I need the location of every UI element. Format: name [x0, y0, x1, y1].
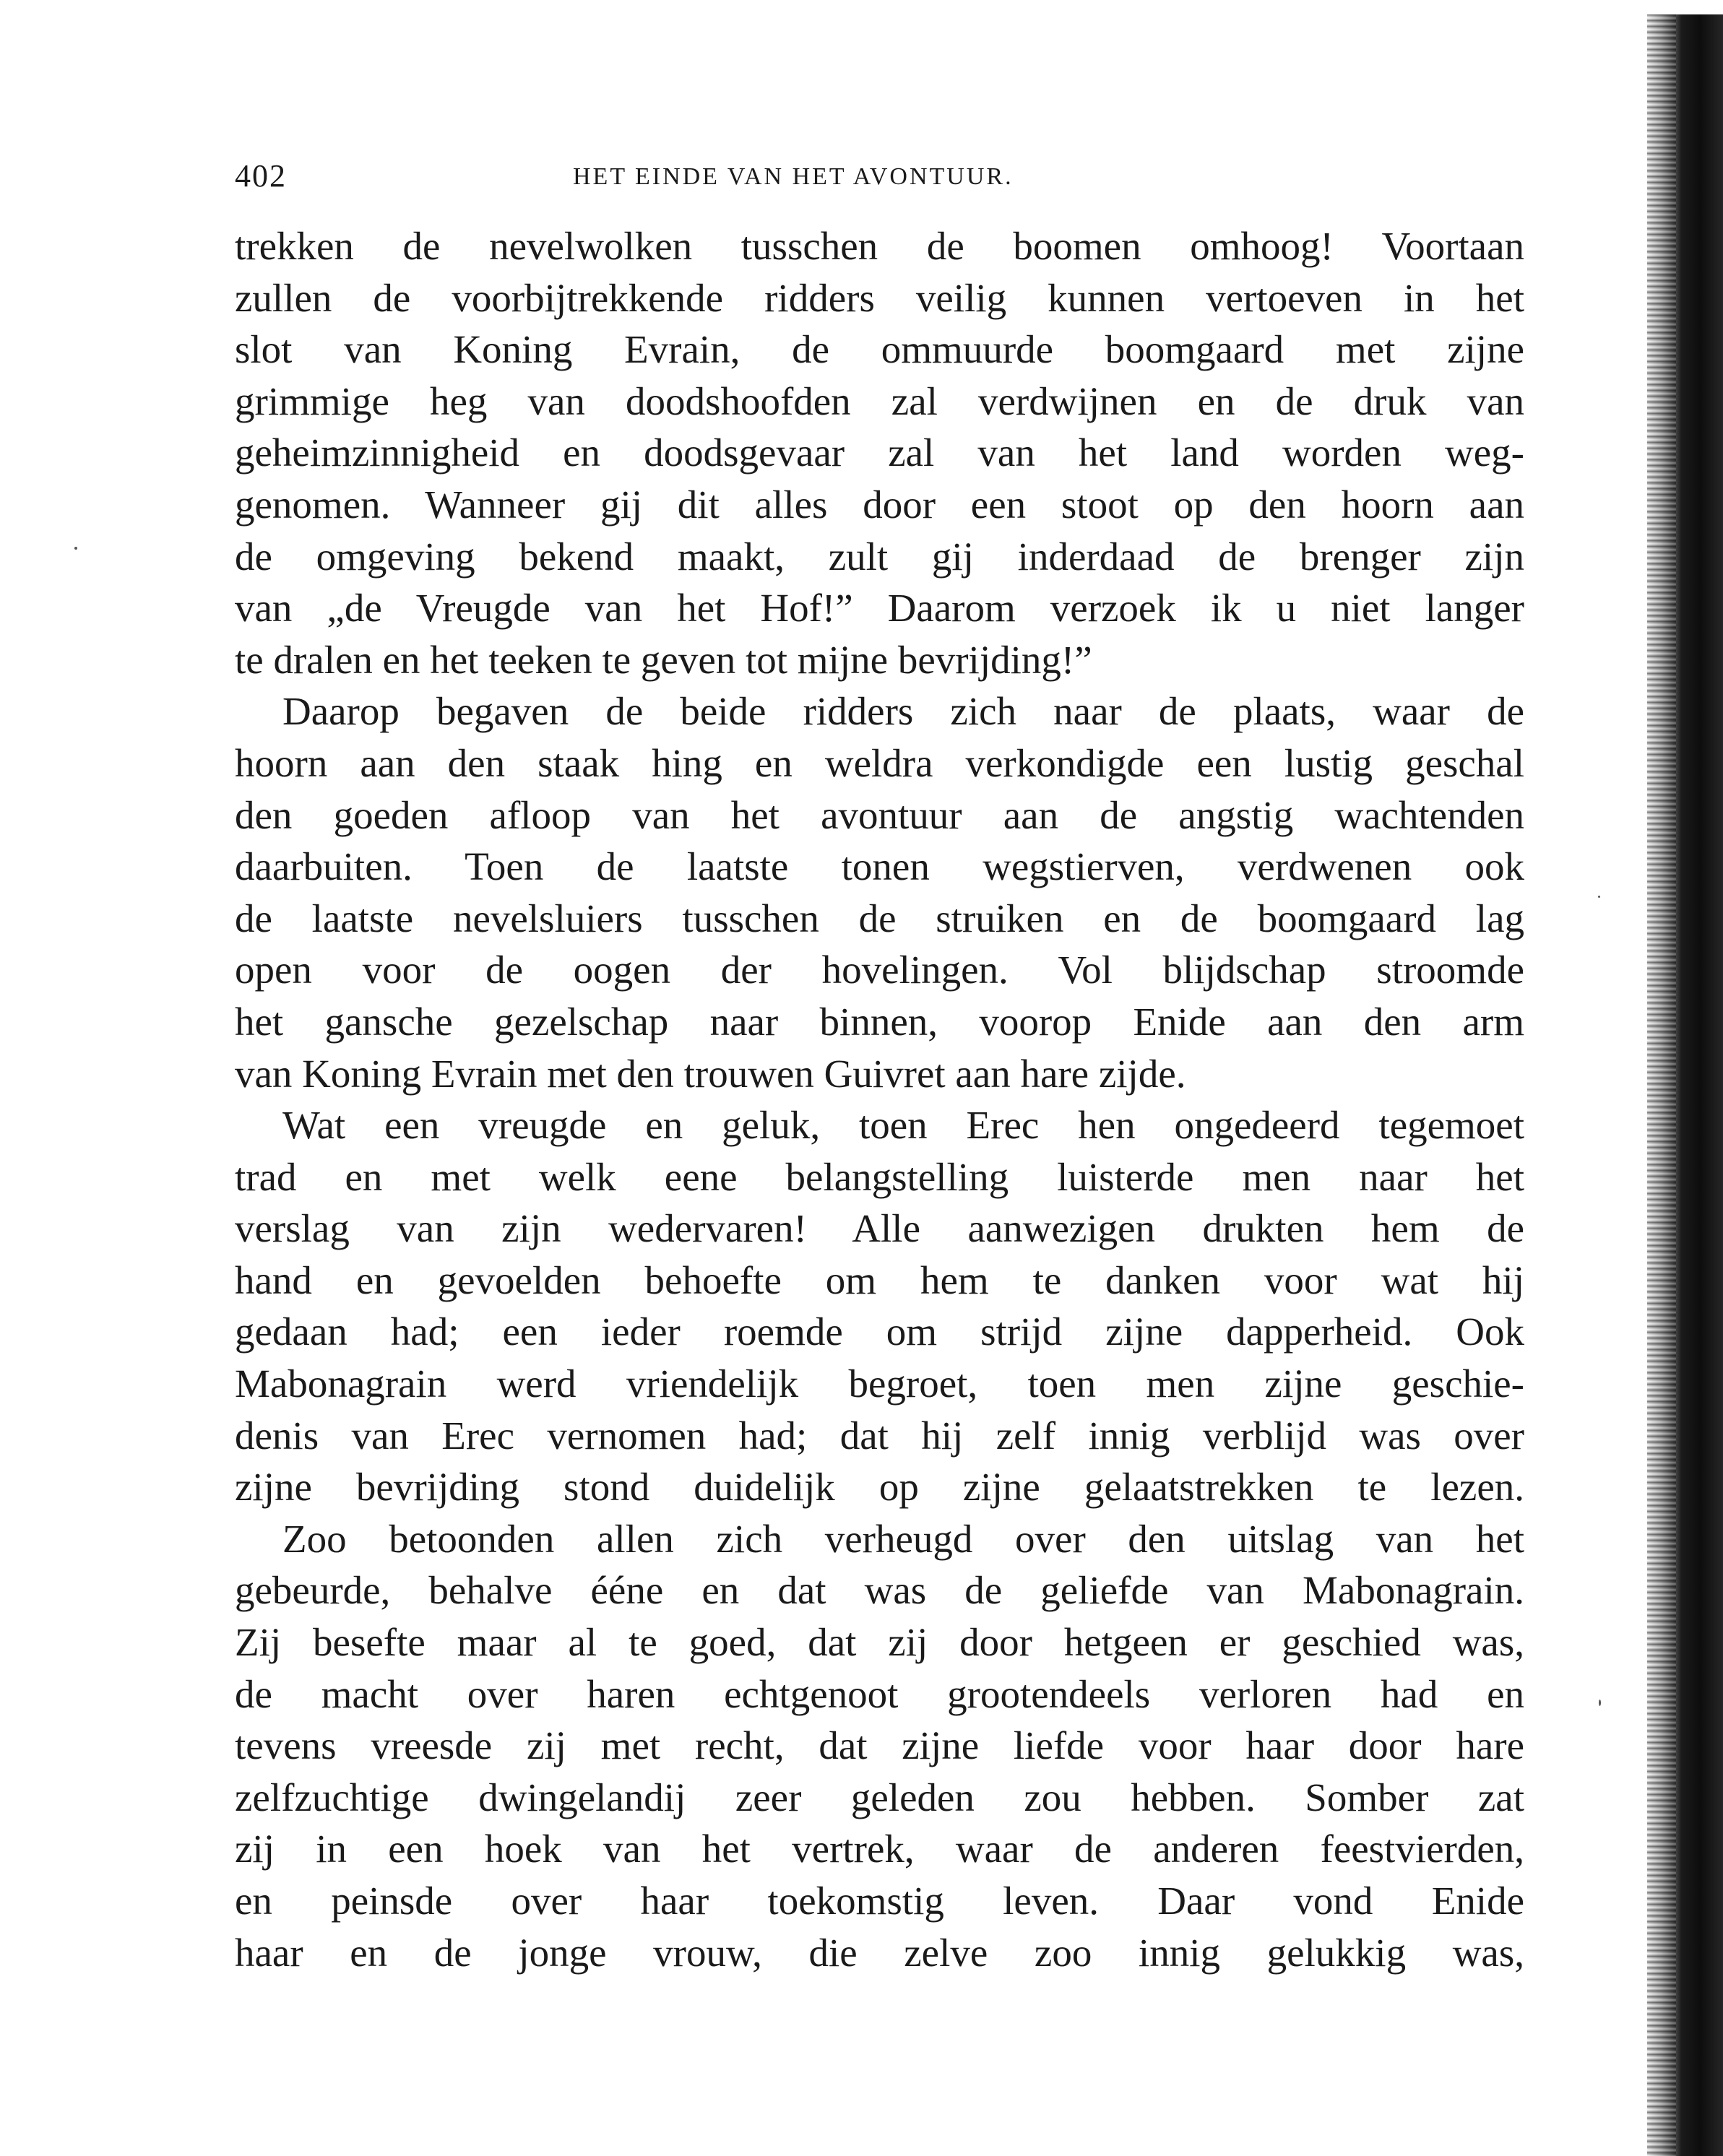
- text-line: trekken de nevelwolken tusschen de boomen omhoog! Voortaan: [235, 224, 1524, 268]
- text-line: de omgeving bekend maakt, zult gij inderdaad de brenger zijn: [235, 534, 1524, 579]
- text-line: de laatste nevelsluiers tusschen de struiken en de boomgaard lag: [235, 896, 1524, 940]
- paragraph-first-line: Zoo betoonden allen zich verheugd over den uitslag van het: [282, 1516, 1524, 1561]
- text-line: denis van Erec vernomen had; dat hij zelf innig verblijd was over: [235, 1413, 1524, 1458]
- text-line: Mabonagrain werd vriendelijk begroet, toen men zijne geschie-: [235, 1361, 1524, 1406]
- text-line: de macht over haren echtgenoot grootendeels verloren had en: [235, 1671, 1524, 1716]
- text-line: en peinsde over haar toekomstig leven. Daar vond Enide: [235, 1879, 1524, 1923]
- text-line: slot van Koning Evrain, de ommuurde boomgaard met zijne: [235, 327, 1524, 372]
- text-line: het gansche gezelschap naar binnen, voorop Enide aan den arm: [235, 999, 1524, 1044]
- text-line: verslag van zijn wedervaren! Alle aanwezigen drukten hem de: [235, 1206, 1524, 1251]
- text-line: te dralen en het teeken te geven tot mijne bevrijding!”: [235, 637, 1092, 682]
- scan-speck: [74, 547, 77, 550]
- text-line: gedaan had; een ieder roemde om strijd zijne dapperheid. Ook: [235, 1309, 1524, 1354]
- text-line: zijne bevrijding stond duidelijk op zijne gelaatstrekken te lezen.: [235, 1465, 1524, 1510]
- text-line: haar en de jonge vrouw, die zelve zoo innig gelukkig was,: [235, 1930, 1524, 1975]
- text-line: genomen. Wanneer gij dit alles door een stoot op den hoorn aan: [235, 482, 1524, 527]
- text-line: grimmige heg van doodshoofden zal verdwijnen en de druk van: [235, 378, 1524, 423]
- scan-speck: [1598, 896, 1600, 898]
- text-line: den goeden afloop van het avontuur aan de angstig wachtenden: [235, 792, 1524, 837]
- text-line: geheimzinnigheid en doodsgevaar zal van het land worden weg-: [235, 430, 1524, 475]
- text-line: tevens vreesde zij met recht, dat zijne liefde voor haar door hare: [235, 1723, 1524, 1768]
- running-head-title: HET EINDE VAN HET AVONTUUR.: [573, 163, 1014, 190]
- page-number: 402: [235, 158, 287, 194]
- text-line: zelfzuchtige dwingelandij zeer geleden zou hebben. Somber zat: [235, 1775, 1524, 1819]
- body-text: [235, 220, 1524, 1978]
- text-line: open voor de oogen der hovelingen. Vol blijdschap stroomde: [235, 948, 1524, 992]
- text-line: zij in een hoek van het vertrek, waar de anderen feestvierden,: [235, 1827, 1524, 1871]
- text-line: trad en met welk eene belangstelling luisterde men naar het: [235, 1154, 1524, 1199]
- text-line: daarbuiten. Toen de laatste tonen wegstierven, verdwenen ook: [235, 844, 1524, 889]
- text-line: hoorn aan den staak hing en weldra verkondigde een lustig geschal: [235, 740, 1524, 785]
- scan-speck: [1599, 1700, 1601, 1706]
- scanned-page-edge-shadow: [1647, 14, 1723, 2156]
- text-line: van „de Vreugde van het Hof!” Daarom verzoek ik u niet langer: [235, 586, 1524, 631]
- paragraph-first-line: Daarop begaven de beide ridders zich naar de plaats, waar de: [282, 689, 1524, 734]
- text-line: hand en gevoelden behoefte om hem te danken voor wat hij: [235, 1257, 1524, 1302]
- running-head: [235, 157, 1528, 201]
- text-line: Zij besefte maar al te goed, dat zij door hetgeen er geschied was,: [235, 1620, 1524, 1665]
- text-line: van Koning Evrain met den trouwen Guivret aan hare zijde.: [235, 1051, 1186, 1096]
- text-line: gebeurde, behalve ééne en dat was de geliefde van Mabonagrain.: [235, 1568, 1524, 1613]
- paragraph-first-line: Wat een vreugde en geluk, toen Erec hen ongedeerd tegemoet: [282, 1103, 1524, 1148]
- text-line: zullen de voorbijtrekkende ridders veilig kunnen vertoeven in het: [235, 275, 1524, 320]
